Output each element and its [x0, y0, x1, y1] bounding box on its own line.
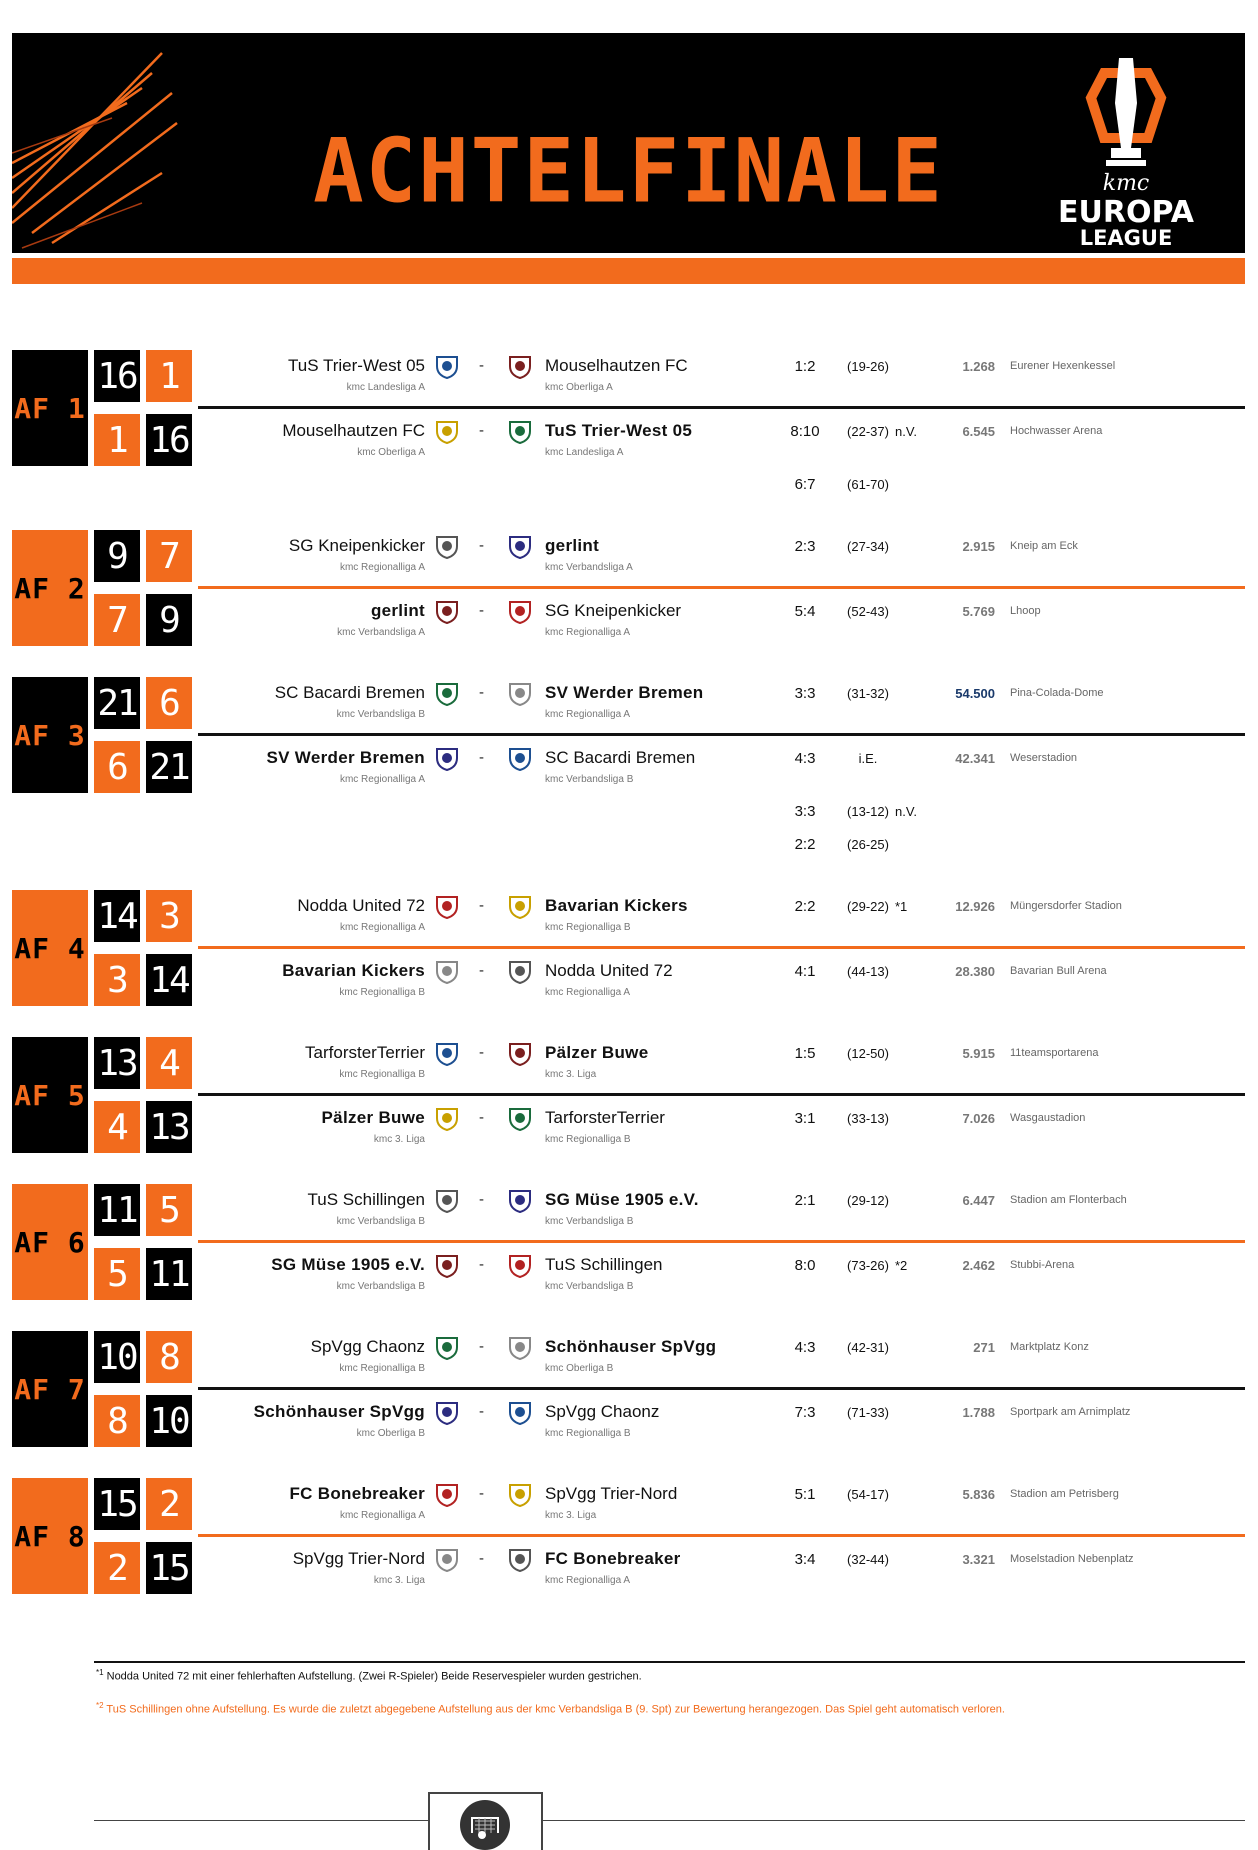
match-score: 4:3 [794, 1339, 816, 1356]
match-row[interactable] [0, 530, 1258, 580]
seed-box: 13 [94, 1037, 140, 1089]
versus-dash: - [479, 1109, 484, 1126]
match-score: 4:1 [794, 963, 816, 980]
away-crest-icon [507, 1335, 533, 1361]
home-league: kmc Regionalliga B [339, 1363, 425, 1374]
seed-box: 8 [146, 1331, 192, 1383]
venue: Pina-Colada-Dome [1010, 687, 1104, 699]
attendance: 5.915 [962, 1046, 995, 1061]
home-team[interactable]: Pälzer Buwe [321, 1108, 425, 1127]
footnote-rule [94, 1661, 1245, 1663]
aggregate-score: 3:3 [794, 803, 816, 820]
away-team[interactable]: TuS Trier-West 05 [545, 421, 693, 440]
versus-dash: - [479, 602, 484, 619]
seed-box: 7 [146, 530, 192, 582]
home-league: kmc 3. Liga [373, 1575, 425, 1586]
match-row[interactable] [0, 1102, 1258, 1152]
match-row[interactable] [0, 677, 1258, 727]
home-crest-icon [434, 1400, 460, 1426]
versus-dash: - [479, 962, 484, 979]
match-score: 3:4 [794, 1551, 816, 1568]
venue: Hochwasser Arena [1010, 425, 1103, 437]
versus-dash: - [479, 537, 484, 554]
away-crest-icon [507, 354, 533, 380]
away-crest-icon [507, 1253, 533, 1279]
seed-box: 21 [146, 741, 192, 793]
match-row[interactable] [0, 1184, 1258, 1234]
away-team[interactable]: Mouselhautzen FC [545, 356, 688, 375]
tie-label: AF 2 [12, 530, 88, 646]
attendance: 271 [973, 1340, 995, 1355]
home-crest-icon [434, 1188, 460, 1214]
match-extra: *1 [895, 899, 908, 914]
bottom-rule-right [543, 1820, 1245, 1821]
venue: Stadion am Petrisberg [1010, 1488, 1119, 1500]
venue: Stadion am Flonterbach [1010, 1194, 1127, 1206]
away-crest-icon [507, 1400, 533, 1426]
seed-box: 7 [94, 594, 140, 646]
match-points: (71-33) [847, 1405, 889, 1420]
seed-box: 15 [94, 1478, 140, 1530]
home-league: kmc Verbandsliga A [337, 627, 425, 638]
seed-box: 14 [146, 954, 192, 1006]
home-crest-icon [434, 746, 460, 772]
home-team[interactable]: SpVgg Trier-Nord [292, 1549, 425, 1568]
away-league: kmc Regionalliga A [545, 1575, 631, 1586]
seed-box: 10 [94, 1331, 140, 1383]
away-crest-icon [507, 599, 533, 625]
versus-dash: - [479, 1550, 484, 1567]
tie-divider [198, 946, 1245, 949]
away-league: kmc Verbandsliga B [545, 1216, 634, 1227]
seed-box: 11 [94, 1184, 140, 1236]
away-team[interactable]: Schönhauser SpVgg [545, 1337, 717, 1356]
aggregate-points: (61-70) [847, 477, 889, 492]
home-team[interactable]: SC Bacardi Bremen [274, 683, 425, 702]
match-points: (73-26) [847, 1258, 889, 1273]
seed-box: 16 [146, 414, 192, 466]
match-points: (12-50) [847, 1046, 889, 1061]
attendance: 1.268 [962, 359, 995, 374]
away-league: kmc 3. Liga [545, 1069, 597, 1080]
home-league: kmc Verbandsliga B [336, 1216, 425, 1227]
seed-box: 5 [146, 1184, 192, 1236]
match-points: (19-26) [847, 359, 889, 374]
away-league: kmc Regionalliga A [545, 709, 631, 720]
match-score: 8:0 [794, 1257, 816, 1274]
attendance: 5.769 [962, 604, 995, 619]
home-team[interactable]: Bavarian Kickers [282, 961, 425, 980]
versus-dash: - [479, 897, 484, 914]
match-row[interactable] [0, 1478, 1258, 1528]
seed-box: 16 [94, 350, 140, 402]
tie-label: AF 3 [12, 677, 88, 793]
home-team[interactable]: FC Bonebreaker [289, 1484, 425, 1503]
match-score: 2:1 [794, 1192, 816, 1209]
match-points: (29-12) [847, 1193, 889, 1208]
versus-dash: - [479, 422, 484, 439]
tie-divider [198, 406, 1245, 409]
away-team[interactable]: SC Bacardi Bremen [545, 748, 696, 767]
venue: Wasgaustadion [1010, 1112, 1086, 1124]
aggregate-extra: n.V. [895, 804, 917, 819]
seed-box: 8 [94, 1395, 140, 1447]
attendance: 54.500 [955, 686, 995, 701]
tie-label: AF 8 [12, 1478, 88, 1594]
away-team[interactable]: TarforsterTerrier [545, 1108, 665, 1127]
away-crest-icon [507, 419, 533, 445]
away-crest-icon [507, 1041, 533, 1067]
aggregate-score: 6:7 [794, 476, 816, 493]
away-crest-icon [507, 746, 533, 772]
attendance: 7.026 [962, 1111, 995, 1126]
aggregate-score: 2:2 [794, 836, 816, 853]
seed-box: 15 [146, 1542, 192, 1594]
away-team[interactable]: Pälzer Buwe [545, 1043, 649, 1062]
away-league: kmc Regionalliga B [545, 1134, 631, 1145]
attendance: 3.321 [962, 1552, 995, 1567]
match-row[interactable] [0, 955, 1258, 1005]
away-team[interactable]: TuS Schillingen [545, 1255, 663, 1274]
away-team[interactable]: gerlint [545, 536, 600, 555]
logo-kmc-text: kmc [1102, 171, 1150, 196]
match-extra: *2 [895, 1258, 908, 1273]
match-points: (42-31) [847, 1340, 889, 1355]
versus-dash: - [479, 1403, 484, 1420]
away-league: kmc Regionalliga B [545, 922, 631, 933]
seed-box: 5 [94, 1248, 140, 1300]
home-crest-icon [434, 1335, 460, 1361]
europa-league-logo [1051, 43, 1201, 250]
tie-divider [198, 1534, 1245, 1537]
away-league: kmc Verbandsliga A [545, 562, 633, 573]
seed-box: 13 [146, 1101, 192, 1153]
aggregate-points: (26-25) [847, 837, 889, 852]
away-league: kmc Landesliga A [545, 447, 624, 458]
home-team[interactable]: TarforsterTerrier [305, 1043, 425, 1062]
home-crest-icon [434, 419, 460, 445]
match-score: 2:2 [794, 898, 816, 915]
venue: Eurener Hexenkessel [1010, 360, 1116, 372]
home-league: kmc Regionalliga A [339, 1510, 425, 1521]
match-points: i.E. [858, 751, 878, 766]
venue: Lhoop [1010, 605, 1041, 617]
aggregate-points: (13-12) [847, 804, 889, 819]
match-row[interactable] [0, 1331, 1258, 1381]
match-points: (33-13) [847, 1111, 889, 1126]
tie-divider [198, 586, 1245, 589]
home-team[interactable]: Nodda United 72 [297, 896, 425, 915]
away-crest-icon [507, 1106, 533, 1132]
versus-dash: - [479, 1044, 484, 1061]
seed-box: 11 [146, 1248, 192, 1300]
seed-box: 10 [146, 1395, 192, 1447]
seed-box: 3 [146, 890, 192, 942]
home-league: kmc Regionalliga A [339, 562, 425, 573]
attendance: 2.462 [962, 1258, 995, 1273]
match-score: 1:5 [794, 1045, 816, 1062]
away-team[interactable]: Nodda United 72 [545, 961, 673, 980]
away-league: kmc Oberliga B [545, 1363, 614, 1374]
home-crest-icon [434, 1106, 460, 1132]
home-team[interactable]: SpVgg Chaonz [310, 1337, 425, 1356]
match-score: 5:4 [794, 603, 816, 620]
home-league: kmc Verbandsliga B [336, 1281, 425, 1292]
away-team[interactable]: SG Müse 1905 e.V. [545, 1190, 699, 1209]
home-crest-icon [434, 894, 460, 920]
tie-divider [198, 1387, 1245, 1390]
attendance: 12.926 [955, 899, 995, 914]
tie-label: AF 1 [12, 350, 88, 466]
away-crest-icon [507, 894, 533, 920]
match-row[interactable] [0, 742, 1258, 792]
seed-box: 6 [146, 677, 192, 729]
home-league: kmc 3. Liga [373, 1134, 425, 1145]
match-score: 4:3 [794, 750, 816, 767]
venue: Bavarian Bull Arena [1010, 965, 1107, 977]
home-team[interactable]: TuS Schillingen [307, 1190, 425, 1209]
seed-box: 4 [94, 1101, 140, 1153]
tie-divider [198, 1240, 1245, 1243]
match-row[interactable] [0, 1543, 1258, 1593]
away-crest-icon [507, 1482, 533, 1508]
match-score: 7:3 [794, 1404, 816, 1421]
away-crest-icon [507, 534, 533, 560]
match-score: 3:1 [794, 1110, 816, 1127]
versus-dash: - [479, 1256, 484, 1273]
home-league: kmc Oberliga B [356, 1428, 425, 1439]
away-league: kmc Regionalliga A [545, 627, 631, 638]
tie-label: AF 6 [12, 1184, 88, 1300]
home-crest-icon [434, 1547, 460, 1573]
away-league: kmc Verbandsliga B [545, 1281, 634, 1292]
aggregate-row [0, 828, 1258, 852]
away-team[interactable]: SV Werder Bremen [545, 683, 704, 702]
seed-box: 6 [94, 741, 140, 793]
home-crest-icon [434, 599, 460, 625]
home-team[interactable]: SG Kneipenkicker [288, 536, 425, 555]
home-team[interactable]: Mouselhautzen FC [282, 421, 425, 440]
match-points: (27-34) [847, 539, 889, 554]
venue: Sportpark am Arnimplatz [1010, 1406, 1131, 1418]
tie-label: AF 5 [12, 1037, 88, 1153]
match-row[interactable] [0, 595, 1258, 645]
match-score: 3:3 [794, 685, 816, 702]
attendance: 2.915 [962, 539, 995, 554]
tie-divider [198, 1093, 1245, 1096]
away-crest-icon [507, 681, 533, 707]
seed-box: 2 [146, 1478, 192, 1530]
match-score: 2:3 [794, 538, 816, 555]
bottom-rule-left [94, 1820, 429, 1821]
seed-box: 1 [146, 350, 192, 402]
tie-divider [198, 733, 1245, 736]
venue: 11teamsportarena [1010, 1047, 1099, 1059]
home-league: kmc Oberliga A [357, 447, 425, 458]
match-row[interactable] [0, 890, 1258, 940]
attendance: 5.836 [962, 1487, 995, 1502]
away-league: kmc Verbandsliga B [545, 774, 634, 785]
venue: Moselstadion Nebenplatz [1010, 1553, 1134, 1565]
match-score: 1:2 [794, 358, 816, 375]
aggregate-row [0, 468, 1258, 492]
match-row[interactable] [0, 1249, 1258, 1299]
away-team[interactable]: Bavarian Kickers [545, 896, 688, 915]
match-extra: n.V. [895, 424, 917, 439]
logo-league-text: LEAGUE [1079, 226, 1173, 250]
seed-box: 9 [94, 530, 140, 582]
footnote-2: $^{*2}$ TuS Schillingen ohne Aufstellung. Es wurde die zuletzt abgegebene Aufstellung aus der kmc Verbandsliga B (9. Spt) zur Bewertung herangezogen. Das Spiel geht automatisch verloren. [96, 1701, 1005, 1716]
tie-label: AF 7 [12, 1331, 88, 1447]
match-points: (31-32) [847, 686, 889, 701]
home-league: kmc Regionalliga A [339, 774, 425, 785]
match-points: (22-37) [847, 424, 889, 439]
home-team[interactable]: SG Müse 1905 e.V. [271, 1255, 425, 1274]
seed-box: 3 [94, 954, 140, 1006]
away-crest-icon [507, 959, 533, 985]
trophy-icon [1051, 43, 1201, 173]
match-points: (32-44) [847, 1552, 889, 1567]
home-team[interactable]: gerlint [370, 601, 425, 620]
page-title: ACHTELFINALE [313, 119, 944, 223]
away-league: kmc 3. Liga [545, 1510, 597, 1521]
seed-box: 4 [146, 1037, 192, 1089]
home-team[interactable]: Schönhauser SpVgg [253, 1402, 425, 1421]
away-team[interactable]: SpVgg Trier-Nord [545, 1484, 678, 1503]
venue: Müngersdorfer Stadion [1010, 900, 1122, 912]
attendance: 28.380 [955, 964, 995, 979]
home-league: kmc Landesliga A [346, 382, 425, 393]
away-league: kmc Regionalliga B [545, 1428, 631, 1439]
attendance: 1.788 [962, 1405, 995, 1420]
logo-europa-text: EUROPA [1058, 195, 1194, 230]
venue: Kneip am Eck [1010, 540, 1078, 552]
versus-dash: - [479, 1338, 484, 1355]
seed-box: 1 [94, 414, 140, 466]
away-team[interactable]: SG Kneipenkicker [545, 601, 682, 620]
match-row[interactable] [0, 1037, 1258, 1087]
home-league: kmc Regionalliga B [339, 1069, 425, 1080]
home-team[interactable]: SV Werder Bremen [266, 748, 425, 767]
home-team[interactable]: TuS Trier-West 05 [288, 356, 425, 375]
seed-box: 2 [94, 1542, 140, 1594]
home-crest-icon [434, 534, 460, 560]
venue: Weserstadion [1010, 752, 1078, 764]
match-score: 8:10 [790, 423, 820, 440]
tie-label: AF 4 [12, 890, 88, 1006]
header-accent-bar [12, 258, 1245, 284]
match-points: (29-22) [847, 899, 889, 914]
match-points: (44-13) [847, 964, 889, 979]
home-league: kmc Verbandsliga B [336, 709, 425, 720]
away-crest-icon [507, 1188, 533, 1214]
home-crest-icon [434, 681, 460, 707]
header-banner [12, 33, 1245, 253]
home-league: kmc Regionalliga B [339, 987, 425, 998]
home-league: kmc Regionalliga A [339, 922, 425, 933]
away-league: kmc Regionalliga A [545, 987, 631, 998]
away-crest-icon [507, 1547, 533, 1573]
venue: Marktplatz Konz [1010, 1341, 1089, 1353]
versus-dash: - [479, 684, 484, 701]
attendance: 6.447 [962, 1193, 995, 1208]
away-team[interactable]: SpVgg Chaonz [545, 1402, 660, 1421]
versus-dash: - [479, 749, 484, 766]
match-row[interactable] [0, 415, 1258, 465]
soccer-goal-icon [460, 1800, 510, 1850]
venue: Stubbi-Arena [1010, 1259, 1075, 1271]
seed-box: 9 [146, 594, 192, 646]
match-score: 5:1 [794, 1486, 816, 1503]
versus-dash: - [479, 1191, 484, 1208]
match-row[interactable] [0, 1396, 1258, 1446]
home-crest-icon [434, 1041, 460, 1067]
away-team[interactable]: FC Bonebreaker [545, 1549, 681, 1568]
home-crest-icon [434, 1482, 460, 1508]
match-points: (54-17) [847, 1487, 889, 1502]
seed-box: 21 [94, 677, 140, 729]
aggregate-row [0, 795, 1258, 819]
home-crest-icon [434, 1253, 460, 1279]
versus-dash: - [479, 1485, 484, 1502]
attendance: 6.545 [962, 424, 995, 439]
seed-box: 14 [94, 890, 140, 942]
home-crest-icon [434, 959, 460, 985]
versus-dash: - [479, 357, 484, 374]
home-crest-icon [434, 354, 460, 380]
away-league: kmc Oberliga A [545, 382, 613, 393]
footnote-1: $^{*1}$ Nodda United 72 mit einer fehlerhaften Aufstellung. (Zwei R-Spieler) Beide Reservespieler wurden gestrichen. [96, 1668, 642, 1683]
attendance: 42.341 [955, 751, 995, 766]
match-points: (52-43) [847, 604, 889, 619]
match-row[interactable] [0, 350, 1258, 400]
